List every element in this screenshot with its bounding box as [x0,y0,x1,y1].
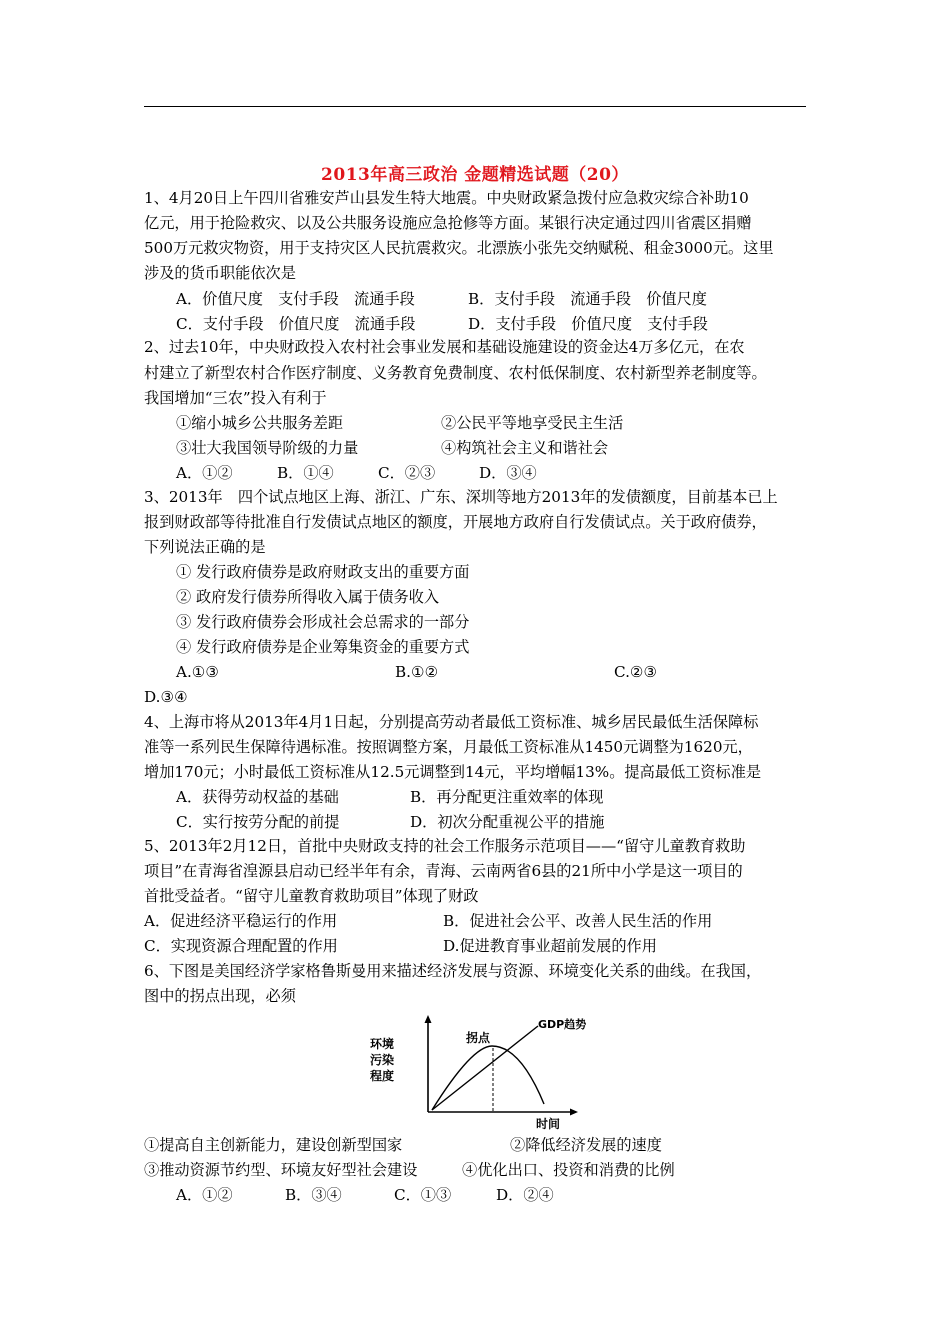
q2-item: ②公民平等地享受民主生活 [441,414,624,432]
q6-option-c: C．①③ [394,1186,452,1204]
q1-option-c: C．支付手段 价值尺度 流通手段 [176,315,416,333]
page-title: 2013年高三政治 金题精选试题（20） [321,165,629,185]
q4-line: 增加170元；小时最低工资标准从12.5元调整到14元，平均增幅13%。提高最低工资标准是 [144,763,762,781]
q2-line: 2、过去10年，中央财政投入农村社会事业发展和基础设施建设的资金达4万多亿元，在农 [144,338,745,356]
q3-option-b: B.①② [395,663,439,681]
q6-item: ②降低经济发展的速度 [510,1136,662,1154]
q3-line: 报到财政部等待批准自行发债试点地区的额度，开展地方政府自行发债试点。关于政府债券， [144,513,767,531]
y-axis-label: 污染 [370,1053,395,1067]
x-axis-arrow [570,1109,578,1116]
gdp-trend-label: GDP趋势 [538,1018,587,1031]
q3-line: 3、2013年 四个试点地区上海、浙江、广东、深圳等地方2013年的发债额度，目前基本已上 [144,488,778,506]
q4-option-a: A．获得劳动权益的基础 [176,788,339,806]
y-axis-label: 环境 [370,1037,395,1051]
q3-line: 下列说法正确的是 [144,538,266,556]
q6-option-b: B．③④ [285,1186,342,1204]
q1-option-b: B．支付手段 流通手段 价值尺度 [468,290,707,308]
q1-line: 500万元救灾物资，用于支持灾区人民抗震救灾。北漂族小张先交纳赋税、租金3000元。这里 [144,239,774,257]
q5-line: 首批受益者。“留守儿童教育救助项目”体现了财政 [144,887,479,905]
q4-option-b: B．再分配更注重效率的体现 [410,788,604,806]
q4-line: 准等一系列民生保障待遇标准。按照调整方案，月最低工资标准从1450元调整为1620元， [144,738,753,756]
q3-option-a: A.①③ [176,663,220,681]
q5-line: 项目”在青海省湟源县启动已经半年有余，青海、云南两省6县的21所中小学是这一项目的 [144,862,743,880]
q5-option-b: B．促进社会公平、改善人民生活的作用 [443,912,713,930]
q6-line: 6、下图是美国经济学家格鲁斯曼用来描述经济发展与资源、环境变化关系的曲线。在我国， [144,962,762,980]
q5-option-d: D.促进教育事业超前发展的作用 [443,937,657,955]
q1-line: 1、4月20日上午四川省雅安芦山县发生特大地震。中央财政紧急拨付应急救灾综合补助10 [144,189,749,207]
y-axis-arrow [425,1015,432,1023]
q5-option-c: C．实现资源合理配置的作用 [144,937,338,955]
q5-option-a: A．促进经济平稳运行的作用 [144,912,338,930]
turning-point-label: 拐点 [466,1031,491,1045]
q5-line: 5、2013年2月12日，首批中央财政支持的社会工作服务示范项目——“留守儿童教育救助 [144,837,746,855]
environment-curve-figure [360,1012,600,1132]
q3-item: ③ 发行政府债券会形成社会总需求的一部分 [176,613,470,631]
q2-option-a: A．①② [176,464,233,482]
q3-item: ① 发行政府债券是政府财政支出的重要方面 [176,563,470,581]
q3-item: ② 政府发行债券所得收入属于债务收入 [176,588,440,606]
q2-option-b: B．①④ [277,464,334,482]
q2-line: 村建立了新型农村合作医疗制度、义务教育免费制度、农村低保制度、农村新型养老制度等。 [144,364,767,382]
header-rule [144,106,806,107]
q4-option-c: C．实行按劳分配的前提 [176,813,340,831]
y-axis-label: 程度 [370,1069,395,1083]
q2-line: 我国增加“三农”投入有利于 [144,389,327,407]
q2-item: ④构筑社会主义和谐社会 [441,439,609,457]
q3-item: ④ 发行政府债券是企业筹集资金的重要方式 [176,638,470,656]
q3-option-c: C.②③ [614,663,658,681]
q6-option-d: D．②④ [496,1186,554,1204]
q2-item: ①缩小城乡公共服务差距 [176,414,344,432]
q4-option-d: D．初次分配重视公平的措施 [410,813,605,831]
q6-item: ④优化出口、投资和消费的比例 [462,1161,675,1179]
q6-line: 图中的拐点出现，必须 [144,987,296,1005]
q6-item: ①提高自主创新能力，建设创新型国家 [144,1136,403,1154]
q1-option-d: D．支付手段 价值尺度 支付手段 [468,315,708,333]
q1-option-a: A．价值尺度 支付手段 流通手段 [176,290,415,308]
q1-line: 亿元，用于抢险救灾、以及公共服务设施应急抢修等方面。某银行决定通过四川省震区捐赠 [144,214,752,232]
q2-option-c: C．②③ [378,464,436,482]
pollution-curve [432,1046,544,1110]
q1-line: 涉及的货币职能依次是 [144,264,296,282]
q6-option-a: A．①② [176,1186,233,1204]
q3-option-d: D.③④ [144,688,188,706]
x-axis-label: 时间 [536,1117,561,1131]
q2-option-d: D．③④ [479,464,537,482]
q4-line: 4、上海市将从2013年4月1日起，分别提高劳动者最低工资标准、城乡居民最低生活保障标 [144,713,759,731]
q2-item: ③壮大我国领导阶级的力量 [176,439,359,457]
q6-item: ③推动资源节约型、环境友好型社会建设 [144,1161,418,1179]
